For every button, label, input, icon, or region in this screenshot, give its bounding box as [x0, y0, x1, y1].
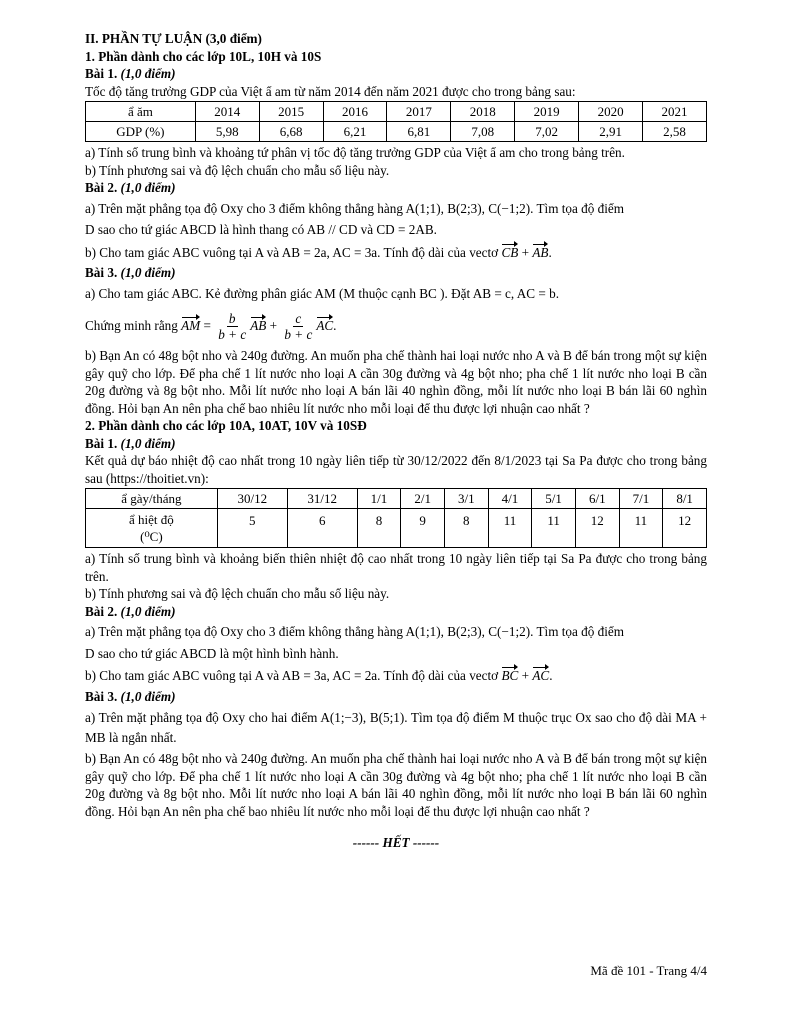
- end-marker: ------ HẾT ------: [352, 835, 440, 850]
- fraction-b: [216, 311, 248, 342]
- table-cell: 6,68: [259, 122, 323, 142]
- table-cell: 4/1: [488, 489, 532, 509]
- table-cell: 6/1: [575, 489, 619, 509]
- table-cell: 7,08: [451, 122, 515, 142]
- bai-points: (1,0 điểm): [120, 66, 176, 81]
- bai-points: (1,0 điểm): [120, 435, 176, 451]
- table-cell: 2/1: [401, 489, 445, 509]
- section-title: II. PHẦN TỰ LUẬN (3,0 điểm): [85, 31, 262, 46]
- part2-bai3-a: a) Trên mặt phẳng tọa độ Oxy cho hai điểm A(1;−3), B(5;1). Tìm tọa độ điểm M thuộc trục Ox sao cho độ dài MA + MB là ngắn nhất.: [85, 710, 707, 745]
- fraction-denominator: b + c: [284, 326, 313, 342]
- table-cell: 12: [663, 509, 707, 548]
- table-cell: 8/1: [663, 489, 707, 509]
- table-cell: 2016: [323, 102, 387, 122]
- part1-bai1-intro: Tốc độ tăng trưởng GDP của Việt ẩ am từ năm 2014 đến năm 2021 được cho trong bảng sau:: [85, 83, 576, 99]
- table-cell: GDP (%): [86, 122, 196, 142]
- part2-bai2-heading: [85, 603, 707, 621]
- table-cell: 30/12: [217, 489, 287, 509]
- table-cell: 5,98: [195, 122, 259, 142]
- part2-bai1-b: b) Tính phương sai và độ lệch chuẩn cho mẫu số liệu này.: [85, 586, 390, 601]
- part1-bai1-a: a) Tính số trung bình và khoảng tứ phân vị tốc độ tăng trưởng GDP của Việt ẩ am cho trong bảng trên.: [85, 145, 625, 160]
- exam-page: [85, 30, 707, 852]
- part2-title: 2. Phần dành cho các lớp 10A, 10AT, 10V và 10SĐ: [85, 418, 367, 433]
- table-cell: 11: [532, 509, 576, 548]
- vector-ac: AC: [316, 318, 334, 334]
- part2-bai2-b: b) Cho tam giác ABC vuông tại A và AB = 3a, AC = 2a. Tính độ dài của vectơ BC + AC.: [85, 668, 553, 683]
- table-cell: 2017: [387, 102, 451, 122]
- table-cell: 6,21: [323, 122, 387, 142]
- fraction-numerator: b: [228, 310, 236, 326]
- part1-bai3-formula: Chứng minh rằng AM = $\frac{b}{b + c}$ AB + $\frac{c}{b + c}$ AC .: [85, 310, 337, 342]
- fraction-c: [282, 311, 314, 342]
- table-cell: 2,58: [643, 122, 707, 142]
- part1-bai1-heading: [85, 65, 707, 83]
- row-unit: (⁰C): [140, 529, 163, 544]
- bai-points: (1,0 điểm): [120, 603, 176, 619]
- table-cell: [86, 509, 218, 548]
- table-cell: 3/1: [444, 489, 488, 509]
- bai-points: (1,0 điểm): [120, 265, 176, 280]
- table-cell: 31/12: [287, 489, 357, 509]
- table-cell: 2,91: [579, 122, 643, 142]
- bai-points: (1,0 điểm): [120, 180, 176, 195]
- part2-bai1-heading: [85, 435, 707, 453]
- table-cell: 9: [401, 509, 445, 548]
- table-row: [86, 122, 707, 142]
- part1-bai3-heading: [85, 264, 707, 282]
- gdp-table: [85, 101, 707, 142]
- table-cell: 2014: [195, 102, 259, 122]
- vector-am: AM: [181, 318, 201, 334]
- vector-ac: AC: [532, 668, 550, 683]
- vector-ab: AB: [250, 318, 267, 334]
- table-cell: 8: [444, 509, 488, 548]
- table-cell: 6,81: [387, 122, 451, 142]
- bai-title: Bài 1.: [85, 435, 118, 451]
- table-cell: 2018: [451, 102, 515, 122]
- question-text: b) Cho tam giác ABC vuông tại A và AB = 3a, AC = 2a. Tính độ dài của vectơ: [85, 668, 499, 683]
- table-cell: 2021: [643, 102, 707, 122]
- table-cell: 6: [287, 509, 357, 548]
- temperature-table: [85, 488, 707, 548]
- prove-text: Chứng minh rằng: [85, 318, 178, 334]
- vector-ab: AB: [532, 244, 549, 260]
- part2-bai1-intro: Kết quả dự báo nhiệt độ cao nhất trong 10 ngày liên tiếp từ 30/12/2022 đến 8/1/2023 tại Sa Pa được cho trong bảng sau (https://thoitiet.vn):: [85, 453, 707, 486]
- table-cell: 8: [357, 509, 401, 548]
- vector-bc: BC: [501, 668, 519, 683]
- fraction-denominator: b + c: [218, 326, 247, 342]
- bai-title: Bài 2.: [85, 180, 118, 195]
- table-cell: 11: [619, 509, 663, 548]
- table-cell: 1/1: [357, 489, 401, 509]
- table-cell: ẩ gày/tháng: [86, 489, 218, 509]
- part1-bai2-heading: [85, 179, 707, 197]
- table-cell: 2015: [259, 102, 323, 122]
- part2-bai1-a: a) Tính số trung bình và khoảng biến thiên nhiệt độ cao nhất trong 10 ngày liên tiếp tại Sa Pa được cho trong bảng trên.: [85, 551, 707, 584]
- table-cell: 2020: [579, 102, 643, 122]
- table-cell: 11: [488, 509, 532, 548]
- table-row: [86, 102, 707, 122]
- part1-bai2-a-line2: D sao cho tứ giác ABCD là hình thang có AB // CD và CD = 2AB.: [85, 222, 437, 237]
- question-text: b) Cho tam giác ABC vuông tại A và AB = 2a, AC = 3a. Tính độ dài của vectơ: [85, 244, 499, 260]
- page-footer: Mã đề 101 - Trang 4/4: [590, 963, 707, 978]
- bai-title: Bài 2.: [85, 603, 118, 619]
- table-cell: 2019: [515, 102, 579, 122]
- bai-points: (1,0 điểm): [120, 688, 176, 704]
- table-cell: 12: [575, 509, 619, 548]
- table-cell: 5: [217, 509, 287, 548]
- table-cell: 7/1: [619, 489, 663, 509]
- table-row: [86, 489, 707, 509]
- bai-title: Bài 1.: [85, 66, 118, 81]
- table-row: [86, 509, 707, 548]
- fraction-numerator: c: [295, 310, 302, 326]
- row-label: ẩ hiệt độ: [129, 512, 174, 527]
- part2-bai3-b: b) Bạn An có 48g bột nho và 240g đường. An muốn pha chế thành hai loại nước nho A và B để bán trong một sự kiện gây quỹ cho lớp. Để pha chế 1 lít nước nho loại A cần 30g đường và 4g bột nho; pha chế 1 lít nước nho loại B cần 20g đường và 8g bột nho. Mỗi lít nước nho loại A bán lãi 40 nghìn đồng, mỗi lít nước nho loại B bán lãi 60 nghìn đồng. Hỏi bạn An nên pha chế bao nhiêu lít nước nho mỗi loại để thu được lợi nhuận cao nhất ?: [85, 751, 707, 819]
- table-cell: 7,02: [515, 122, 579, 142]
- part2-bai2-a-line2: D sao cho tứ giác ABCD là một hình bình hành.: [85, 645, 339, 661]
- part1-bai3-b: b) Bạn An có 48g bột nho và 240g đường. An muốn pha chế thành hai loại nước nho A và B để bán trong một sự kiện gây quỹ cho lớp. Để pha chế 1 lít nước nho loại A cần 30g đường và 4g bột nho; pha chế 1 lít nước nho loại B cần 20g đường và 8g bột nho. Mỗi lít nước nho loại A bán lãi 40 nghìn đồng, mỗi lít nước nho loại B bán lãi 60 nghìn đồng. Hỏi bạn An nên pha chế bao nhiêu lít nước nho mỗi loại để thu được lợi nhuận cao nhất ?: [85, 348, 707, 416]
- table-cell: ẩ ăm: [86, 102, 196, 122]
- bai-title: Bài 3.: [85, 688, 118, 704]
- part1-bai1-b: b) Tính phương sai và độ lệch chuẩn cho mẫu số liệu này.: [85, 162, 390, 178]
- part1-bai2-a-line1: a) Trên mặt phẳng tọa độ Oxy cho 3 điểm không thẳng hàng A(1;1), B(2;3), C(−1;2). Tìm tọa độ điểm: [85, 200, 625, 216]
- part2-bai2-a-line1: a) Trên mặt phẳng tọa độ Oxy cho 3 điểm không thẳng hàng A(1;1), B(2;3), C(−1;2). Tìm tọa độ điểm: [85, 624, 625, 639]
- vector-cb: CB: [501, 244, 519, 260]
- part1-bai3-a-line1: a) Cho tam giác ABC. Kẻ đường phân giác AM (M thuộc cạnh BC ). Đặt AB = c, AC = b.: [85, 285, 560, 301]
- part2-bai3-heading: [85, 688, 707, 706]
- bai-title: Bài 3.: [85, 265, 118, 280]
- part1-title: 1. Phần dành cho các lớp 10L, 10H và 10S: [85, 48, 322, 64]
- part1-bai2-b: b) Cho tam giác ABC vuông tại A và AB = 2a, AC = 3a. Tính độ dài của vectơ CB + AB.: [85, 244, 552, 260]
- table-cell: 5/1: [532, 489, 576, 509]
